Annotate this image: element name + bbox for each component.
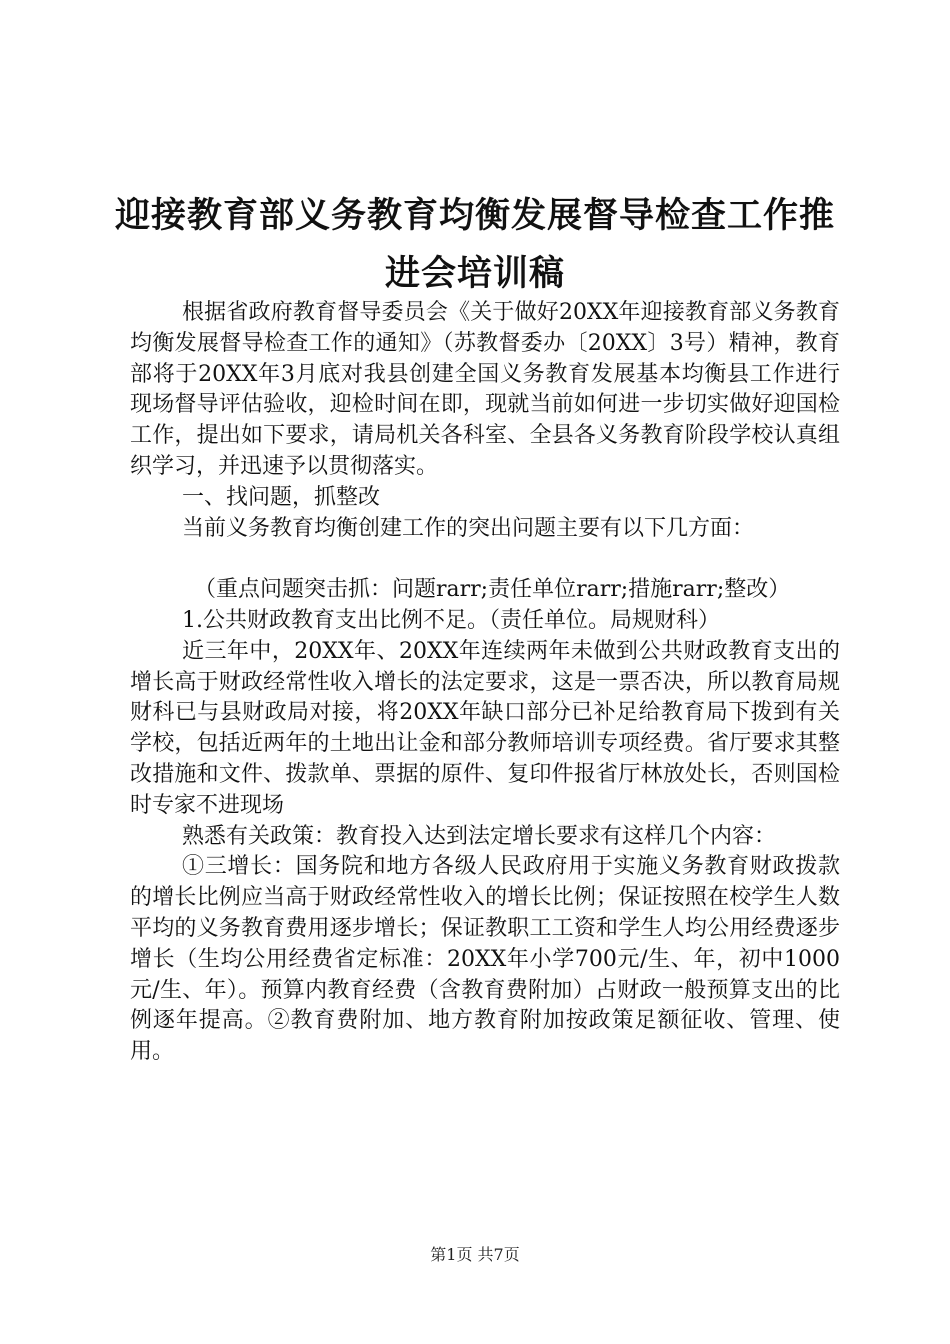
- policy-details-paragraph: ①三增长：国务院和地方各级人民政府用于实施义务教育财政拨款的增长比例应当高于财政经常性收入的增长比例；保证按照在校学生人数平均的义务教育费用逐步增长；保证教职工工资和学生人均公用经费逐步增长（生均公用经费省定标准：20XX年小学700元/生、年，初中1000元/生、年）。预算内教育经费（含教育费附加）占财政一般预算支出的比例逐年提高。②教育费附加、地方教育附加按政策足额征收、管理、使用。: [130, 854, 840, 1065]
- intro-paragraph: 根据省政府教育督导委员会《关于做好20XX年迎接教育部义务教育均衡发展督导检查工作的通知》（苏教督委办〔20XX〕3号）精神，教育部将于20XX年3月底对我县创建全国义务教育发展基本均衡县工作进行现场督导评估验收，迎检时间在即，现就当前如何进一步切实做好迎国检工作，提出如下要求，请局机关各科室、全县各义务教育阶段学校认真组织学习，并迅速予以贯彻落实。: [130, 300, 840, 479]
- section-heading: 一、找问题，抓整改: [182, 484, 381, 510]
- issue-1-paragraph: 近三年中，20XX年、20XX年连续两年未做到公共财政教育支出的增长高于财政经常性收入增长的法定要求，这是一票否决，所以教育局规财科已与县财政局对接，将20XX年缺口部分已补足给教育局下拨到有关学校，包括近两年的土地出让金和部分教师培训专项经费。省厅要求其整改措施和文件、拨款单、票据的原件、复印件报省厅林放处长，否则国检时专家不进现场: [130, 638, 840, 818]
- blank-line: [130, 544, 840, 575]
- key-issues-note: （重点问题突击抓：问题rarr;责任单位rarr;措施rarr;整改）: [194, 577, 791, 603]
- document-body: [130, 298, 840, 1068]
- document-title-line-2: 进会培训稿: [384, 254, 565, 294]
- policy-intro-paragraph: 熟悉有关政策：教育投入达到法定增长要求有这样几个内容：: [182, 823, 777, 849]
- issue-1-heading: 1.公共财政教育支出比例不足。（责任单位。局规财科）: [182, 607, 720, 633]
- problems-intro-paragraph: 当前义务教育均衡创建工作的突出问题主要有以下几方面：: [182, 515, 755, 541]
- page-number: 第1页 共7页: [430, 1245, 520, 1264]
- document-title-line-1: 迎接教育部义务教育均衡发展督导检查工作推: [114, 196, 835, 236]
